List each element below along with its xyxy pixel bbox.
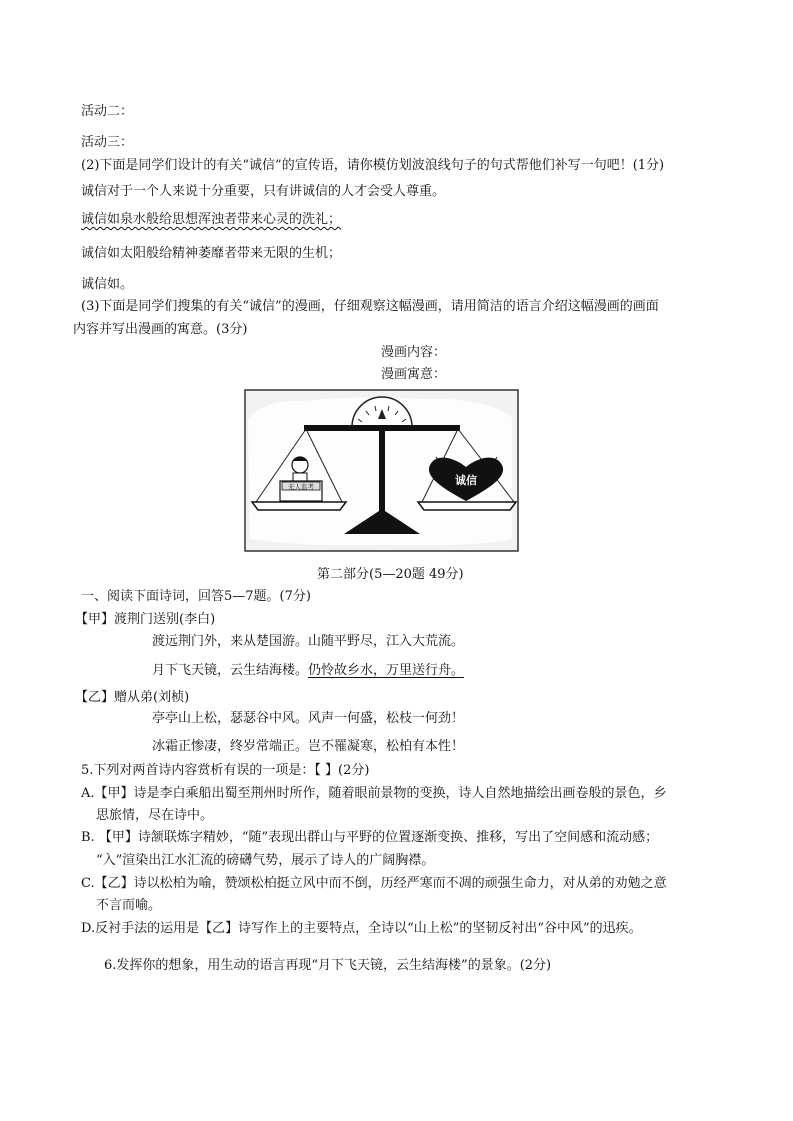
right-pan: [418, 502, 516, 510]
q2-line2-wavy: 诚信如泉水般给思想浑浊者带来心灵的洗礼；: [81, 212, 342, 227]
poem-yi-line1: 亭亭山上松，瑟瑟谷中风。风声一何盛，松枝一何劲！: [152, 711, 465, 726]
q2-line1: 诚信对于一个人来说十分重要，只有讲诚信的人才会受人尊重。: [81, 184, 446, 199]
scale-beam: [304, 425, 460, 431]
poem-yi-title: 【乙】赠从弟(刘桢): [75, 690, 190, 705]
poem-jia-line2-a: 月下飞天镜，云生结海楼。: [152, 663, 309, 678]
part-two-title: 第二部分(5—20题 49分): [317, 567, 464, 582]
poem-jia-line2-b-underlined: 仍怜故乡水，万里送行舟。: [308, 663, 465, 678]
poem-jia-line2: [152, 662, 464, 680]
poem-jia-title: 【甲】渡荆门送别(李白): [75, 612, 216, 627]
q5-option-b-line2: “入”渲染出江水汇流的磅礴气势，展示了诗人的广阔胸襟。: [96, 853, 435, 868]
poem-jia-line1: 渡远荆门外，来从楚国游。山随平野尽，江入大荒流。: [152, 634, 465, 649]
q5-option-b-line1: B. 【甲】诗颔联炼字精妙，“随”表现出群山与平野的位置逐渐变换、推移，写出了空间感和流动感；: [81, 830, 659, 845]
q5-stem: 5.下列对两首诗内容赏析有误的一项是：【 】(2分): [81, 763, 370, 778]
heart-text: 诚信: [455, 474, 477, 487]
activity-two: 活动二：: [81, 104, 134, 119]
section-one-heading: 一、阅读下面诗词，回答5—7题。(7分): [81, 589, 311, 604]
q6-stem: 6.发挥你的想象，用生动的语言再现“月下飞天镜，云生结海楼”的景象。(2分): [104, 958, 552, 973]
cartoon-content-label: 漫画内容：: [381, 345, 447, 360]
q5-option-c-line2: 不言而喻。: [96, 898, 162, 913]
left-pan: [252, 502, 346, 510]
q5-option-a-line1: A.【甲】诗是李白乘船出蜀至荆州时所作，随着眼前景物的变换，诗人自然地描绘出画卷般的景色，乡: [81, 786, 667, 801]
q2-line4: 诚信如。: [81, 277, 134, 292]
q2-prompt: (2)下面是同学们设计的有关“诚信”的宣传语，请你模仿划波浪线句子的句式帮他们补写一句吧！(1分): [81, 158, 665, 173]
q5-option-c-line1: C.【乙】诗以松柏为喻，赞颂松柏挺立风中而不倒，历经严寒而不凋的顽强生命力，对从弟的劝勉之意: [81, 876, 667, 891]
cartoon-meaning-label: 漫画寓意：: [381, 367, 447, 382]
poem-yi-line2: 冰霜正惨凄，终岁常端正。岂不罹凝寒，松柏有本性！: [152, 739, 465, 754]
scale-pillar: [379, 431, 385, 519]
sign-text: 无人监考: [288, 483, 314, 491]
q5-option-a-line2: 思旅情，尽在诗中。: [96, 808, 214, 823]
q3-prompt-line1: (3)下面是同学们搜集的有关“诚信”的漫画，仔细观察这幅漫画，请用简洁的语言介绍这幅漫画的画面: [81, 299, 659, 314]
q2-line3: 诚信如太阳般给精神萎靡者带来无限的生机；: [81, 246, 342, 261]
q5-option-d-line1: D.反衬手法的运用是【乙】诗写作上的主要特点，全诗以“山上松”的坚韧反衬出“谷中风”的迅疾。: [81, 921, 642, 936]
q3-prompt-line2: 内容并写出漫画的寓意。(3分): [73, 322, 248, 337]
scale-cartoon: [244, 389, 519, 552]
activity-three: 活动三：: [81, 135, 134, 150]
